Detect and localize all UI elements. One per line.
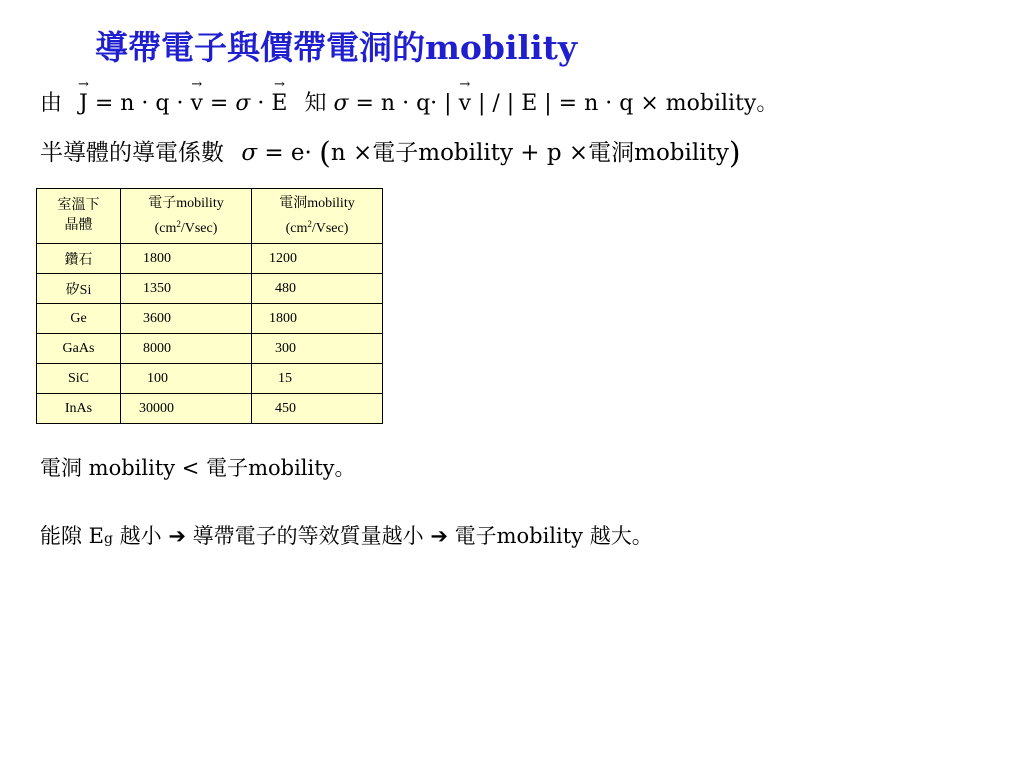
table-header-row bbox=[37, 189, 383, 244]
hole-mobility-cell: 15 bbox=[252, 364, 383, 394]
header-crystal bbox=[37, 189, 121, 244]
eq1-know: 知 bbox=[304, 91, 327, 116]
note2-part-a: 能隙 E bbox=[40, 524, 105, 548]
eq1-part-a: = n · q · bbox=[94, 91, 191, 116]
crystal-cell: Ge bbox=[37, 304, 121, 334]
header-electron-unit-b: /Vsec) bbox=[180, 220, 218, 236]
table-row bbox=[37, 274, 383, 304]
eq1-part-d: = n · q· | bbox=[355, 91, 459, 116]
crystal-cell: 鑽石 bbox=[37, 244, 121, 274]
note2-part-b: 越小 bbox=[112, 524, 169, 548]
header-hole-unit-a: (cm bbox=[285, 220, 308, 236]
arrow-right-icon: ➔ bbox=[168, 524, 186, 548]
header-electron-line1: 電子mobility bbox=[148, 195, 224, 211]
eq2-prefix: 半導體的導電係數 bbox=[40, 140, 224, 166]
table-row bbox=[37, 244, 383, 274]
eq1-prefix: 由 bbox=[40, 91, 63, 116]
slide-title: 導帶電子與價帶電洞的mobility bbox=[95, 28, 578, 67]
hole-mobility-cell: 480 bbox=[252, 274, 383, 304]
header-electron-unit-sup: 2 bbox=[176, 218, 181, 229]
sigma-symbol-3: σ bbox=[241, 140, 258, 166]
hole-vs-electron-note: 電洞 mobility < 電子mobility。 bbox=[40, 456, 356, 480]
vector-v: → v bbox=[190, 91, 202, 116]
electron-mobility-cell: 1800 bbox=[121, 244, 252, 274]
electron-mobility-cell: 8000 bbox=[121, 334, 252, 364]
arrow-right-icon-2: ➔ bbox=[430, 524, 448, 548]
left-paren: ( bbox=[319, 136, 331, 171]
eq1-part-c: · bbox=[257, 91, 272, 116]
header-crystal-line2: 晶體 bbox=[64, 218, 93, 233]
header-hole-unit-sup: 2 bbox=[307, 218, 312, 229]
eq1-part-e: | / | E | = n · q × mobility。 bbox=[478, 91, 779, 116]
header-hole-line1: 電洞mobility bbox=[279, 195, 355, 211]
hole-mobility-cell: 1800 bbox=[252, 304, 383, 334]
eq2-body: n ×電子mobility + p ×電洞mobility bbox=[330, 140, 729, 166]
eq1-part-b: = bbox=[209, 91, 236, 116]
conductivity-equation bbox=[40, 134, 741, 171]
table-row bbox=[37, 364, 383, 394]
bandgap-note bbox=[40, 520, 653, 550]
header-electron-unit-a: (cm bbox=[154, 220, 177, 236]
table-row bbox=[37, 304, 383, 334]
current-density-equation bbox=[40, 86, 778, 117]
electron-mobility-cell: 3600 bbox=[121, 304, 252, 334]
note2-subscript: g bbox=[104, 531, 113, 547]
header-hole-unit-b: /Vsec) bbox=[311, 220, 349, 236]
sigma-symbol: σ bbox=[235, 91, 251, 116]
sigma-symbol-2: σ bbox=[333, 91, 349, 116]
header-hole-mobility bbox=[252, 189, 383, 244]
electron-mobility-cell: 30000 bbox=[121, 394, 252, 424]
header-crystal-line1: 室溫下 bbox=[57, 198, 100, 213]
vector-v-2: → v bbox=[459, 91, 471, 116]
hole-mobility-cell: 300 bbox=[252, 334, 383, 364]
table-row bbox=[37, 334, 383, 364]
hole-mobility-cell: 1200 bbox=[252, 244, 383, 274]
note2-part-c: 導帶電子的等效質量越小 bbox=[185, 524, 431, 548]
crystal-cell: SiC bbox=[37, 364, 121, 394]
crystal-cell: GaAs bbox=[37, 334, 121, 364]
right-paren: ) bbox=[728, 136, 741, 171]
crystal-cell: 矽Si bbox=[37, 274, 121, 304]
table-row bbox=[37, 394, 383, 424]
note2-part-d: 電子mobility 越大。 bbox=[447, 524, 653, 548]
eq2-equals: = e· bbox=[264, 140, 312, 166]
electron-mobility-cell: 1350 bbox=[121, 274, 252, 304]
header-electron-mobility bbox=[121, 189, 252, 244]
mobility-table bbox=[36, 188, 383, 424]
electron-mobility-cell: 100 bbox=[121, 364, 252, 394]
crystal-cell: InAs bbox=[37, 394, 121, 424]
vector-J: → J bbox=[79, 91, 88, 116]
vector-E: → E bbox=[271, 91, 287, 116]
hole-mobility-cell: 450 bbox=[252, 394, 383, 424]
